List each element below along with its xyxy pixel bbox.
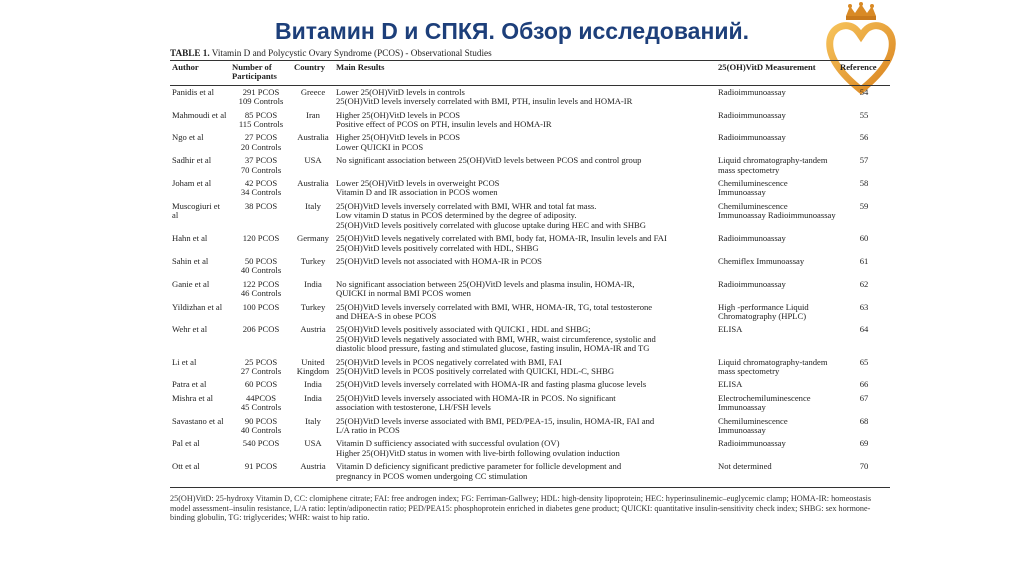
- result-line: Lower 25(OH)VitD levels in overweight PCOS: [336, 178, 500, 189]
- cell-author: Mahmoudi et al: [172, 109, 227, 120]
- table-row: [170, 356, 890, 379]
- table-footnote: 25(OH)VitD: 25-hydroxy Vitamin D, CC: clomiphene citrate; FAI: free androgen index; FG: Ferriman-Gallwey; HDL: high-density lipoprotein; HEC: hyperinsulinemic–euglycemic clamp; HOMA-IR: homeostasis model assessment–insulin resistance, L/A ratio: leptin/adiponectin ratio; PED/PEA15: phosphoprotein enriched in diabetes gene product; QUICKI: quantitative insulin-sensitivity check index; SHBG: sex hormone-binding globulin, TG: triglycerides; WHR: waist to hip ratio.: [170, 494, 872, 523]
- cell-reference: 68: [859, 415, 869, 426]
- participants-line: 34 Controls: [240, 187, 282, 198]
- cell-main-results: [334, 356, 716, 379]
- participants-line: 91 PCOS: [244, 461, 278, 472]
- cell-participants: [230, 131, 292, 154]
- cell-main-results: [334, 232, 716, 255]
- cell-country: USA: [304, 438, 322, 449]
- cell-participants: [230, 109, 292, 132]
- table-row: [170, 278, 890, 301]
- participants-line: 20 Controls: [240, 141, 282, 152]
- table-row: [170, 255, 890, 278]
- table-caption-label: TABLE 1.: [170, 48, 210, 58]
- participants-line: 206 PCOS: [242, 324, 280, 335]
- result-line: 25(OH)VitD levels positively correlated with glucose uptake during HEC and with SHBG: [336, 219, 646, 230]
- participants-line: 27 PCOS: [244, 132, 278, 143]
- cell-reference: 63: [859, 301, 869, 312]
- cell-measurement: Chemiluminescence Immunoassay: [718, 178, 788, 198]
- participants-line: 45 Controls: [240, 402, 282, 413]
- result-line: 25(OH)VitD levels negatively correlated with BMI, body fat, HOMA-IR, Insulin levels and FAI: [336, 233, 667, 244]
- participants-line: 90 PCOS: [244, 415, 278, 426]
- cell-reference: 61: [859, 255, 869, 266]
- participants-line: 109 Controls: [238, 96, 284, 107]
- result-line: Lower 25(OH)VitD levels in controls: [336, 86, 465, 97]
- cell-participants: [230, 232, 292, 255]
- result-line: 25(OH)VitD levels positively associated with QUICKI , HDL and SHBG;: [336, 324, 591, 335]
- participants-line: 100 PCOS: [242, 301, 280, 312]
- cell-main-results: [334, 109, 716, 132]
- result-line: Higher 25(OH)VitD levels in PCOS: [336, 109, 461, 120]
- participants-line: 60 PCOS: [244, 379, 278, 390]
- header-author: Author: [170, 61, 230, 86]
- cell-main-results: [334, 437, 716, 460]
- participants-line: 85 PCOS: [244, 109, 278, 120]
- table-row: [170, 85, 890, 108]
- result-line: and DHEA-S in obese PCOS: [336, 310, 437, 321]
- cell-country: Iran: [306, 109, 320, 120]
- cell-measurement: Radioimmunoassay: [718, 438, 786, 449]
- cell-main-results: [334, 392, 716, 415]
- cell-author: Pal et al: [172, 438, 200, 449]
- table-row: [170, 437, 890, 460]
- cell-main-results: [334, 255, 716, 278]
- participants-line: 40 Controls: [240, 265, 282, 276]
- cell-author: Yildizhan et al: [172, 301, 223, 312]
- participants-line: 40 Controls: [240, 425, 282, 435]
- cell-author: Sadhir et al: [172, 155, 212, 166]
- cell-main-results: [334, 460, 716, 487]
- cell-country: Turkey: [300, 255, 326, 266]
- result-line: Vitamin D and IR association in PCOS women: [336, 187, 498, 198]
- result-line: 25(OH)VitD levels inversely associated with HOMA-IR in PCOS. No significant: [336, 392, 616, 403]
- cell-participants: [230, 255, 292, 278]
- cell-measurement: Radioimmunoassay: [718, 278, 786, 289]
- slide-title: Витамин D и СПКЯ. Обзор исследований.: [274, 18, 750, 44]
- result-line: 25(OH)VitD levels inversely correlated with HOMA-IR and fasting plasma glucose levels: [336, 379, 647, 390]
- result-line: 25(OH)VitD levels positively correlated with HDL, SHBG: [336, 242, 539, 253]
- cell-participants: [230, 460, 292, 487]
- table-row: [170, 415, 890, 438]
- cell-main-results: [334, 301, 716, 324]
- cell-country: Greece: [300, 86, 326, 97]
- cell-author: Ganie et al: [172, 278, 210, 289]
- table-row: [170, 200, 890, 232]
- cell-country: Turkey: [300, 301, 326, 312]
- cell-measurement: Radioimmunoassay: [718, 233, 786, 244]
- cell-author: Savastano et al: [172, 415, 224, 426]
- result-line: No significant association between 25(OH)VitD levels and plasma insulin, HOMA-IR,: [336, 278, 635, 289]
- cell-measurement: Chemiflex Immunoassay: [718, 255, 805, 266]
- cell-participants: [230, 301, 292, 324]
- result-line: diastolic blood pressure, fasting and stimulated glucose, fasting insulin, HOMA-IR and TG: [336, 343, 650, 354]
- cell-author: Li et al: [172, 356, 197, 367]
- cell-main-results: [334, 323, 716, 355]
- cell-participants: [230, 200, 292, 232]
- cell-main-results: [334, 278, 716, 301]
- cell-participants: [230, 392, 292, 415]
- cell-measurement: Radioimmunoassay: [718, 109, 786, 120]
- participants-line: 44PCOS: [245, 392, 277, 403]
- cell-author: Sahin et al: [172, 255, 209, 266]
- cell-country: Italy: [305, 415, 321, 426]
- table-row: [170, 323, 890, 355]
- result-line: 25(OH)VitD levels in PCOS negatively correlated with BMI, FAI: [336, 356, 562, 367]
- result-line: 25(OH)VitD levels inverse associated with BMI, PED/PEA-15, insulin, HOMA-IR, FAI and: [336, 415, 655, 426]
- participants-line: 291 PCOS: [242, 86, 280, 97]
- cell-author: Ngo et al: [172, 132, 204, 143]
- cell-reference: 69: [859, 438, 869, 449]
- cell-country: India: [304, 392, 322, 403]
- participants-line: 120 PCOS: [242, 233, 280, 244]
- participants-line: 122 PCOS: [242, 278, 280, 289]
- result-line: Higher 25(OH)VitD status in women with live-birth following ovulation induction: [336, 447, 620, 458]
- participants-line: 38 PCOS: [244, 200, 278, 211]
- cell-main-results: [334, 154, 716, 177]
- cell-participants: [230, 278, 292, 301]
- cell-measurement: Chemiluminescence Immunoassay: [718, 415, 788, 435]
- cell-measurement: Radioimmunoassay: [718, 86, 786, 97]
- participants-line: 25 PCOS: [244, 356, 278, 367]
- cell-country: India: [304, 278, 322, 289]
- cell-country: India: [304, 379, 322, 390]
- cell-main-results: [334, 177, 716, 200]
- participants-line: 540 PCOS: [242, 438, 280, 449]
- result-line: QUICKI in normal BMI PCOS women: [336, 288, 471, 299]
- result-line: Positive effect of PCOS on PTH, insulin levels and HOMA-IR: [336, 119, 552, 130]
- result-line: Low vitamin D status in PCOS determined by the degree of adiposity.: [336, 210, 577, 221]
- table-row: [170, 154, 890, 177]
- cell-main-results: [334, 415, 716, 438]
- result-line: 25(OH)VitD levels in PCOS positively correlated with QUICKI, HDL-C, SHBG: [336, 365, 615, 376]
- observational-studies-table: [170, 60, 890, 488]
- cell-author: Panidis et al: [172, 86, 215, 97]
- cell-measurement: Radioimmunoassay: [718, 132, 786, 143]
- result-line: L/A ratio in PCOS: [336, 425, 400, 435]
- header-measurement: 25(OH)VitD Measurement: [716, 61, 838, 86]
- participants-line: 50 PCOS: [244, 255, 278, 266]
- cell-measurement: Chemiluminescence Immunoassay Radioimmunoassay: [718, 200, 836, 221]
- table-row: [170, 460, 890, 487]
- cell-reference: 56: [859, 132, 869, 143]
- cell-reference: 59: [859, 200, 869, 211]
- cell-main-results: [334, 200, 716, 232]
- header-main-results: Main Results: [334, 61, 716, 86]
- result-line: 25(OH)VitD levels negatively associated with BMI, WHR, waist circumference, systolic and: [336, 333, 656, 344]
- cell-participants: [230, 415, 292, 438]
- cell-measurement: ELISA: [718, 379, 743, 390]
- cell-reference: 58: [859, 178, 869, 189]
- cell-reference: 62: [859, 278, 869, 289]
- header-country: Country: [292, 61, 334, 86]
- cell-reference: 67: [859, 392, 869, 403]
- header-reference: Reference: [838, 61, 890, 86]
- cell-reference: 66: [859, 379, 869, 390]
- result-line: 25(OH)VitD levels inversely correlated with BMI, WHR and total fat mass.: [336, 200, 597, 211]
- table-row: [170, 392, 890, 415]
- cell-country: Australia: [297, 132, 329, 143]
- cell-author: Mishra et al: [172, 392, 214, 403]
- cell-participants: [230, 437, 292, 460]
- cell-measurement: Liquid chromatography-tandem mass spectometry: [718, 155, 828, 175]
- cell-participants: [230, 378, 292, 391]
- cell-reference: 64: [859, 324, 869, 335]
- participants-line: 115 Controls: [238, 119, 284, 130]
- result-line: No significant association between 25(OH)VitD levels between PCOS and control group: [336, 155, 642, 166]
- participants-line: 46 Controls: [240, 288, 282, 299]
- cell-participants: [230, 177, 292, 200]
- cell-reference: 55: [859, 109, 869, 120]
- table-row: [170, 177, 890, 200]
- participants-line: 70 Controls: [240, 164, 282, 175]
- participants-line: 37 PCOS: [244, 155, 278, 166]
- cell-author: Patra et al: [172, 379, 207, 390]
- cell-country: United Kingdom: [296, 356, 330, 376]
- table-header-row: [170, 61, 890, 86]
- result-line: association with testosterone, LH/FSH levels: [336, 402, 491, 413]
- participants-line: 27 Controls: [240, 365, 282, 376]
- result-line: pregnancy in PCOS women undergoing CC stimulation: [336, 470, 528, 481]
- result-line: Higher 25(OH)VitD levels in PCOS: [336, 132, 461, 143]
- result-line: 25(OH)VitD levels inversely correlated with BMI, PTH, insulin levels and HOMA-IR: [336, 96, 633, 107]
- cell-reference: 54: [859, 86, 869, 97]
- cell-participants: [230, 356, 292, 379]
- cell-reference: 65: [859, 356, 869, 367]
- cell-main-results: [334, 85, 716, 108]
- cell-measurement: High -performance Liquid Chromatography (HPLC): [718, 301, 809, 321]
- result-line: Lower QUICKI in PCOS: [336, 141, 424, 152]
- table-caption: [170, 48, 890, 58]
- cell-author: Hahn et al: [172, 233, 208, 244]
- table-row: [170, 232, 890, 255]
- cell-measurement: Electrochemiluminescence Immunoassay: [718, 392, 811, 413]
- cell-country: Italy: [305, 200, 321, 211]
- table-row: [170, 131, 890, 154]
- cell-main-results: [334, 131, 716, 154]
- result-line: Vitamin D sufficiency associated with successful ovulation (OV): [336, 438, 560, 449]
- result-line: 25(OH)VitD levels not associated with HOMA-IR in PCOS: [336, 255, 542, 266]
- result-line: Vitamin D deficiency significant predictive parameter for follicle development and: [336, 461, 622, 472]
- cell-country: Australia: [297, 178, 329, 189]
- table-row: [170, 378, 890, 391]
- cell-measurement: Not determined: [716, 460, 838, 487]
- cell-participants: [230, 323, 292, 355]
- participants-line: 42 PCOS: [244, 178, 278, 189]
- cell-country: Germany: [297, 233, 329, 244]
- cell-author: Wehr et al: [172, 324, 208, 335]
- table-row: [170, 301, 890, 324]
- header-participants: Number of Participants: [230, 61, 292, 86]
- cell-measurement: ELISA: [718, 324, 743, 335]
- table-row: [170, 109, 890, 132]
- cell-author: Ott et al: [170, 460, 230, 487]
- cell-participants: [230, 154, 292, 177]
- cell-measurement: Liquid chromatography-tandem mass spectometry: [718, 356, 828, 376]
- cell-reference: 60: [859, 233, 869, 244]
- study-table-image: [170, 48, 890, 523]
- cell-country: Austria: [300, 324, 326, 335]
- cell-reference: 57: [859, 155, 869, 166]
- cell-participants: [230, 85, 292, 108]
- cell-country: USA: [304, 155, 322, 166]
- cell-main-results: [334, 378, 716, 391]
- cell-author: Joham et al: [172, 178, 212, 189]
- cell-reference: 70: [838, 460, 890, 487]
- cell-author: Muscogiuri et al: [172, 200, 220, 221]
- result-line: 25(OH)VitD levels inversely correlated with BMI, WHR, HOMA-IR, TG, total testosterone: [336, 301, 653, 312]
- table-caption-text: Vitamin D and Polycystic Ovary Syndrome (PCOS) - Observational Studies: [209, 48, 492, 58]
- cell-country: Austria: [292, 460, 334, 487]
